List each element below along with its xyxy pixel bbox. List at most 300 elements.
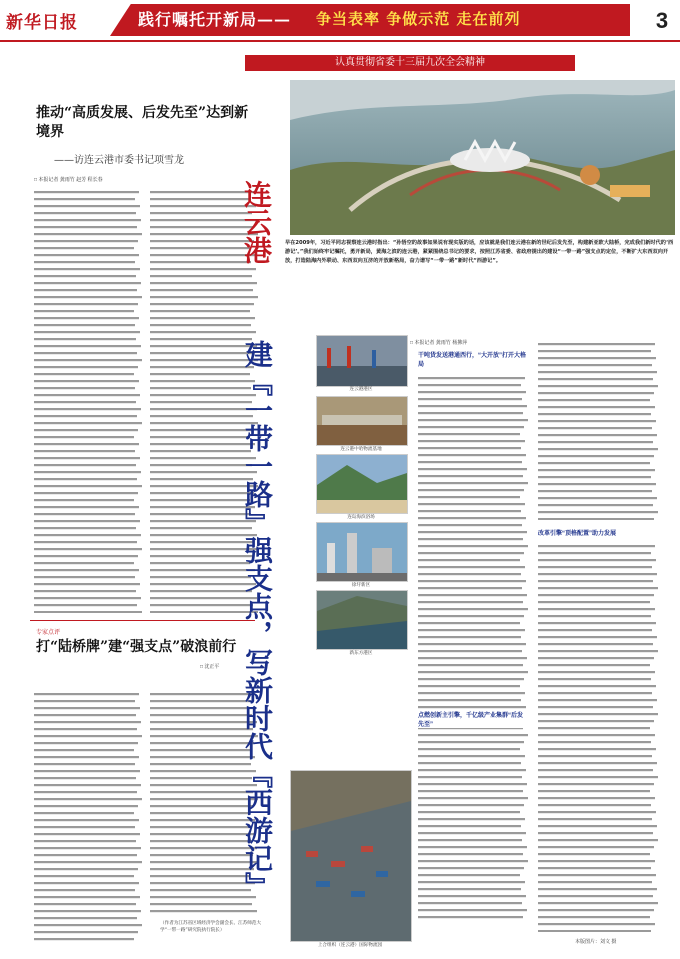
article1-byline: □ 本报记者 龚雨竹 赵芳 程长春: [34, 177, 103, 183]
city-name-vertical: [238, 180, 278, 264]
text-line: [34, 728, 137, 730]
text-line: [538, 839, 658, 841]
feature-body-col1: [418, 374, 528, 919]
text-line: [538, 650, 658, 652]
text-line: [538, 818, 652, 820]
text-line: [418, 734, 528, 736]
text-line: [150, 317, 255, 319]
text-line: [150, 840, 252, 842]
text-line: [34, 310, 134, 312]
text-line: [34, 296, 142, 298]
text-line: [538, 853, 650, 855]
text-line: [418, 748, 520, 750]
text-line: [150, 819, 255, 821]
text-line: [538, 427, 652, 429]
text-line: [150, 261, 251, 263]
text-line: [538, 867, 651, 869]
text-line: [538, 580, 653, 582]
text-line: [34, 742, 138, 744]
text-line: [538, 615, 651, 617]
photo-caption: 上合组织（连云港）国际物流园: [317, 942, 383, 947]
text-line: [418, 790, 523, 792]
text-line: [150, 275, 252, 277]
text-lines-graphic: [34, 690, 142, 945]
text-line: [150, 777, 252, 779]
text-line: [34, 798, 142, 800]
text-line: [34, 749, 134, 751]
text-line: [418, 587, 522, 589]
text-line: [538, 448, 658, 450]
text-line: [418, 594, 527, 596]
text-line: [538, 378, 653, 380]
text-line: [150, 527, 252, 529]
text-line: [538, 664, 650, 666]
text-line: [34, 875, 134, 877]
photo-logistics: [316, 396, 408, 446]
text-line: [538, 504, 653, 506]
text-line: [34, 714, 136, 716]
text-line: [418, 433, 520, 435]
photo-port-cranes: [316, 335, 408, 387]
article2-title: 打“陆桥牌”建“强支点”破浪前行: [36, 639, 237, 655]
aerial-photo: [290, 80, 675, 235]
text-line: [418, 531, 527, 533]
text-line: [418, 524, 522, 526]
feature-intro: 早在2009年，习近平同志视察连云港时指出：“孙悟空的故事如果说有现实版的话，应该就是我们连云港在新的世纪后发先至，构建新亚欧大陆桥，完成我们新时代的‘西游记’。”我们始终牢记嘱托，勇开新局，黄海之滨的连云港，紧紧围绕总书记的要求，按照江苏省委、省政府提出的建设“一带一路”强支点的定位，不断扩大东西双向开放，打造陆海内外联动、东西双向互济的开放新格局，奋力谱写“一带一路”新时代“西游记”。: [285, 240, 674, 264]
text-line: [34, 931, 138, 933]
expert-comment-tag: 专家点评: [36, 630, 61, 636]
left-separator: [30, 620, 255, 621]
text-line: [150, 492, 254, 494]
text-line: [34, 847, 141, 849]
text-line: [418, 860, 528, 862]
text-line: [150, 882, 255, 884]
text-line: [150, 338, 252, 340]
text-line: [34, 492, 138, 494]
text-line: [538, 643, 653, 645]
text-line: [418, 412, 523, 414]
subhead-1: 干吨货发送港通西行，“大开放”打开大格局: [418, 353, 527, 368]
feature-byline: □ 本报记者 龚雨竹 杨拂萍: [410, 340, 468, 346]
text-line: [150, 756, 255, 758]
aerial-photo-illustration: [290, 80, 675, 235]
text-line: [34, 840, 136, 842]
text-line: [34, 597, 141, 599]
text-line: [150, 742, 254, 744]
text-line: [34, 903, 136, 905]
text-line: [34, 520, 140, 522]
text-line: [538, 678, 651, 680]
text-line: [418, 377, 525, 379]
text-line: [538, 594, 654, 596]
photo-illustration: [317, 397, 407, 445]
text-line: [34, 226, 137, 228]
text-line: [34, 247, 134, 249]
text-line: [418, 916, 523, 918]
text-line: [538, 825, 657, 827]
photo-caption: 连云港港区: [349, 386, 373, 391]
text-line: [34, 366, 138, 368]
text-line: [538, 727, 650, 729]
text-line: [150, 763, 251, 765]
text-line: [418, 552, 524, 554]
text-line: [34, 450, 135, 452]
text-line: [34, 819, 139, 821]
text-line: [34, 380, 139, 382]
text-line: [538, 762, 657, 764]
text-line: [150, 478, 253, 480]
text-line: [150, 889, 251, 891]
text-line: [150, 429, 254, 431]
text-line: [538, 573, 657, 575]
text-line: [538, 566, 652, 568]
text-line: [418, 622, 520, 624]
text-line: [34, 833, 140, 835]
text-line: [538, 420, 656, 422]
text-line: [34, 917, 137, 919]
text-line: [150, 569, 255, 571]
text-line: [34, 882, 139, 884]
text-line: [150, 590, 252, 592]
text-line: [150, 247, 250, 249]
text-line: [538, 552, 651, 554]
text-line: [538, 783, 654, 785]
text-line: [418, 902, 522, 904]
text-line: [538, 455, 654, 457]
text-line: [34, 373, 134, 375]
newspaper-logo: 新华日报: [6, 13, 78, 33]
text-line: [34, 408, 141, 410]
text-lines-graphic: [538, 542, 658, 932]
article2-byline: □ 沈正平: [200, 664, 220, 670]
text-line: [538, 469, 655, 471]
text-line: [150, 450, 251, 452]
text-line: [34, 324, 135, 326]
text-line: [418, 573, 521, 575]
text-line: [418, 503, 525, 505]
text-line: [34, 735, 142, 737]
text-line: [538, 811, 656, 813]
text-line: [538, 706, 653, 708]
text-line: [34, 756, 139, 758]
text-line: [538, 350, 651, 352]
text-line: [418, 776, 522, 778]
text-line: [418, 650, 522, 652]
text-line: [34, 513, 135, 515]
text-line: [34, 282, 141, 284]
text-line: [34, 812, 134, 814]
text-line: [150, 576, 251, 578]
text-line: [34, 485, 142, 487]
text-line: [418, 811, 520, 813]
banner-main-text: 践行嘱托开新局——: [138, 10, 292, 29]
text-line: [418, 608, 528, 610]
text-line: [34, 770, 140, 772]
text-lines-graphic: [418, 374, 528, 919]
text-line: [538, 629, 652, 631]
text-line: [150, 303, 254, 305]
feature-body-col2a: [538, 340, 658, 520]
text-line: [150, 387, 251, 389]
text-line: [34, 604, 137, 606]
text-line: [34, 415, 137, 417]
photo-illustration: [317, 336, 407, 386]
text-line: [34, 394, 140, 396]
text-line: [418, 419, 528, 421]
text-line: [538, 413, 651, 415]
text-line: [150, 728, 253, 730]
text-line: [418, 783, 527, 785]
text-line: [34, 198, 135, 200]
text-line: [34, 303, 138, 305]
text-line: [538, 916, 650, 918]
text-line: [418, 643, 526, 645]
text-line: [418, 895, 526, 897]
text-line: [150, 875, 250, 877]
text-line: [150, 296, 258, 298]
text-line: [538, 769, 653, 771]
text-line: [418, 601, 523, 603]
photo-new-port: [316, 590, 408, 650]
text-line: [418, 447, 521, 449]
page-number: 3: [644, 2, 680, 40]
section-banner: 认真贯彻省委十三届九次全会精神: [245, 55, 575, 71]
text-line: [418, 839, 522, 841]
text-line: [150, 366, 254, 368]
text-line: [150, 903, 252, 905]
text-line: [34, 289, 137, 291]
text-line: [538, 601, 650, 603]
text-line: [418, 545, 528, 547]
text-line: [418, 888, 521, 890]
text-line: [538, 671, 655, 673]
text-line: [418, 566, 525, 568]
text-line: [150, 700, 251, 702]
text-line: [418, 832, 526, 834]
text-line: [418, 468, 527, 470]
text-line: [418, 909, 527, 911]
text-line: [150, 854, 253, 856]
text-line: [418, 559, 520, 561]
text-line: [34, 576, 135, 578]
text-line: [418, 825, 521, 827]
text-line: [418, 440, 525, 442]
text-line: [150, 749, 250, 751]
photo-illustration: [317, 455, 407, 513]
text-lines-graphic: [538, 340, 658, 520]
text-line: [538, 476, 651, 478]
text-line: [150, 541, 253, 543]
text-line: [150, 499, 250, 501]
text-line: [34, 569, 139, 571]
text-line: [34, 331, 140, 333]
text-line: [34, 233, 142, 235]
text-line: [34, 548, 142, 550]
text-line: [538, 385, 658, 387]
text-line: [34, 261, 135, 263]
text-line: [418, 454, 526, 456]
photo-caption: 新东方港区: [349, 650, 373, 655]
text-line: [34, 562, 134, 564]
text-line: [538, 692, 652, 694]
text-line: [538, 483, 656, 485]
text-line: [150, 506, 255, 508]
text-line: [538, 874, 656, 876]
text-line: [538, 790, 650, 792]
text-line: [150, 401, 252, 403]
feature-body-col2b: [538, 542, 658, 932]
text-line: [34, 471, 141, 473]
banner-sub-text: 争当表率 争做示范 走在前列: [316, 10, 521, 28]
header-divider: [0, 40, 680, 42]
text-line: [418, 657, 527, 659]
city-name-text: 连云港: [240, 180, 273, 264]
text-line: [418, 692, 525, 694]
text-line: [418, 706, 526, 708]
text-line: [538, 364, 652, 366]
text-line: [34, 700, 135, 702]
text-line: [34, 254, 139, 256]
text-line: [538, 559, 656, 561]
text-line: [538, 441, 653, 443]
text-line: [150, 380, 255, 382]
text-line: [34, 791, 137, 793]
text-line: [150, 826, 251, 828]
text-line: [34, 401, 136, 403]
text-line: [538, 608, 655, 610]
text-line: [34, 457, 140, 459]
text-line: [150, 555, 254, 557]
article1-title: 推动“高质发展、后发先至”达到新境界: [36, 105, 249, 140]
text-line: [150, 443, 255, 445]
text-line: [538, 755, 652, 757]
text-line: [418, 664, 523, 666]
text-line: [538, 713, 658, 715]
text-line: [538, 895, 653, 897]
text-line: [538, 832, 653, 834]
text-line: [34, 464, 136, 466]
photo-illustration: [291, 771, 411, 941]
text-line: [34, 555, 138, 557]
text-line: [150, 714, 252, 716]
text-line: [538, 748, 656, 750]
text-line: [150, 415, 253, 417]
text-line: [34, 826, 135, 828]
text-line: [34, 805, 138, 807]
text-line: [34, 317, 139, 319]
article1-body-col1: [34, 188, 142, 613]
text-line: [34, 910, 141, 912]
text-line: [418, 818, 525, 820]
text-line: [538, 888, 657, 890]
text-line: [538, 490, 652, 492]
text-line: [34, 784, 141, 786]
text-line: [538, 399, 650, 401]
text-line: [538, 636, 657, 638]
text-line: [150, 464, 252, 466]
text-line: [418, 384, 521, 386]
text-line: [150, 562, 250, 564]
text-line: [150, 910, 257, 912]
text-line: [538, 357, 656, 359]
text-line: [150, 198, 251, 200]
text-line: [418, 769, 526, 771]
text-line: [538, 587, 658, 589]
photo-caption: 连岛海滨浴场: [347, 514, 375, 519]
text-line: [538, 776, 658, 778]
text-line: [538, 622, 656, 624]
text-line: [418, 867, 524, 869]
text-line: [538, 930, 651, 932]
text-line: [34, 359, 142, 361]
text-line: [34, 219, 141, 221]
text-line: [418, 699, 521, 701]
text-line: [538, 371, 657, 373]
text-line: [34, 345, 141, 347]
text-line: [418, 762, 521, 764]
text-line: [34, 534, 141, 536]
text-line: [150, 282, 257, 284]
text-line: [150, 268, 256, 270]
text-line: [538, 741, 651, 743]
text-line: [538, 545, 655, 547]
text-line: [150, 513, 251, 515]
text-line: [418, 405, 527, 407]
photo-caption: 徐圩新区: [351, 582, 371, 587]
text-line: [538, 343, 655, 345]
text-line: [34, 868, 138, 870]
text-line: [150, 436, 250, 438]
text-line: [34, 212, 136, 214]
text-line: [150, 331, 256, 333]
text-line: [34, 191, 139, 193]
text-line: [150, 373, 250, 375]
text-line: [418, 489, 524, 491]
text-line: [538, 720, 654, 722]
photo-credit: 本版图片：刘文 摄: [575, 939, 617, 945]
text-line: [418, 538, 523, 540]
text-line: [150, 812, 250, 814]
text-line: [418, 671, 528, 673]
text-line: [418, 391, 526, 393]
text-line: [34, 611, 142, 613]
text-line: [34, 721, 141, 723]
text-line: [34, 422, 142, 424]
text-line: [538, 406, 655, 408]
text-line: [34, 387, 135, 389]
text-line: [34, 352, 137, 354]
text-line: [34, 777, 136, 779]
text-line: [34, 240, 138, 242]
text-line: [34, 861, 142, 863]
text-line: [538, 392, 654, 394]
photo-beach: [316, 454, 408, 514]
text-line: [418, 461, 522, 463]
photo-illustration: [317, 523, 407, 581]
photo-industrial: [316, 522, 408, 582]
text-line: [538, 462, 650, 464]
text-line: [34, 938, 134, 940]
text-line: [150, 868, 254, 870]
text-line: [418, 846, 527, 848]
text-line: [34, 506, 139, 508]
subhead-3: 改革引擎“顶格配置”助力发展: [538, 531, 617, 537]
text-line: [150, 324, 251, 326]
text-line: [418, 496, 520, 498]
text-line: [34, 693, 139, 695]
text-line: [418, 741, 524, 743]
text-line: [34, 924, 142, 926]
